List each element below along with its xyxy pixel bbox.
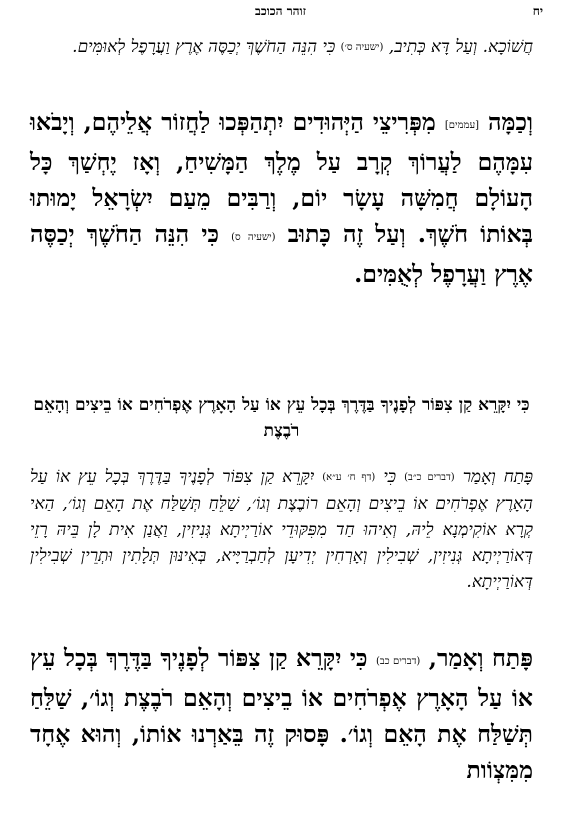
paragraph-word: כִּי [383, 467, 397, 487]
verse-reference: (ישעיה ס) [231, 232, 276, 243]
verse-quote: כִּי הִנֵּה הַחֹשֶׁךְ יְכַסֶּה אֶרֶץ וַעֲרָפֶל לְאֻמִּים. [30, 220, 533, 288]
running-header [18, 4, 543, 20]
paragraph-lead-word: פָּתַח וְאָמַר, [428, 644, 534, 672]
folio-reference: (דף ח׳ ע״א) [322, 472, 376, 483]
verse-quote: כִּי הִנֵּה הַחֹשֶׁךְ יְכַסֶּה אֶרֶץ וַעֲרָפֶל לְאוּמִּים. [72, 37, 336, 57]
section-heading: כִּי יִקָּרֵא קַן צִפּוֹר לְפָנֶיךָ בַּדֶּרֶךְ בְּכָל עֵץ אוֹ עַל הָאָרֶץ אֶפְרֹחִים אוֹ בֵיצִים וְהָאֵם רֹבֶצֶת [33, 395, 530, 441]
hebrew-paragraph-1 [30, 104, 533, 292]
bracket-note: [עממים] [444, 120, 480, 131]
verse-reference: (דברים כב) [375, 656, 421, 667]
paragraph-lead-word: וְכַמָּה [488, 108, 533, 136]
paragraph-lead-word: פָּתַח וְאָמַר [462, 467, 534, 487]
paragraph-text: מִפְּרִיצֵי הַיְּהוּדִים יִתְהַפְּכוּ לַחֲזוֹר אֲלֵיהֶם, וְיָבֹאוּ עִמָּהֶם לַעֲרוֹךְ קְרָב עַל מֶלֶךְ הַמָּשִׁיחַ, וְאָז יֶחְשַׁךְ כָּל הָעוֹלָם חֲמִשָּׁה עָשָׂר יוֹם, וְרַבִּים מֵעַם יִשְׂרָאֵל יָמוּתוּ בְּאוֹתוֹ חֹשֶׁךְ. וְעַל זֶה כָּתוּב [30, 108, 533, 248]
verse-reference: (דברים כ״ב) [404, 472, 455, 483]
book-title: זוהר הכוכב [255, 4, 306, 18]
paragraph-text: חֲשׁוֹכָא. וְעַל דָּא כְּתִיב, [388, 37, 533, 57]
page-number: יח [532, 4, 543, 18]
hebrew-paragraph-2 [30, 640, 533, 788]
paragraph-text: כִּי יִקָּרֵא קַן צִפּוֹר לְפָנֶיךָ בַּדֶּרֶךְ בְּכָל עֵץ אוֹ עַל הָאָרֶץ אֶפְרֹחִים אוֹ בֵיצִים וְהָאֵם רֹבֶצֶת וְגוֹ׳, שַׁלֵּחַ תְּשַׁלַּח אֶת הָאֵם וְגוֹ׳. פָּסוּק זֶה בֵּאַרְנוּ אוֹתוֹ, וְהוּא אֶחָד מִמִּצְוֹות [30, 644, 533, 784]
aramaic-paragraph-2 [30, 464, 533, 595]
verse-reference: (ישעיה ס׳) [340, 42, 384, 53]
paragraph-text: יִקָּרֵא קַן צִפּוֹר לְפָנֶיךָ בַּדֶּרֶךְ בְּכָל עֵץ אוֹ עַל הָאָרֶץ אֶפְרֹחִים אוֹ בֵיצִים וְהָאֵם רוֹבֶצֶת וְגוֹ׳, שַׁלֵּחַ תְּשַׁלַּח אֶת הָאֵם וְגוֹ׳, הַאי קְרָא אוֹקִימְנָא לֵיהּ, וְאִיהוּ חַד מִפִּקּוּדֵי אוֹרַיְיתָא גְּנִיזִין, וַאֲנַן אִית לָן בֵּיהּ רָזֵי דְּאוֹרַיְיתָא גְּנִיזִין, שְׁבִילִין וְאָרְחִין יְדִיעָן לְחַבְרַיָּיא, בְּאִינּוּן תְּלָתִין וּתְרֵין שְׁבִילִין דְּאוֹרַיְיתָא. [30, 467, 533, 592]
aramaic-paragraph-1 [30, 34, 533, 61]
